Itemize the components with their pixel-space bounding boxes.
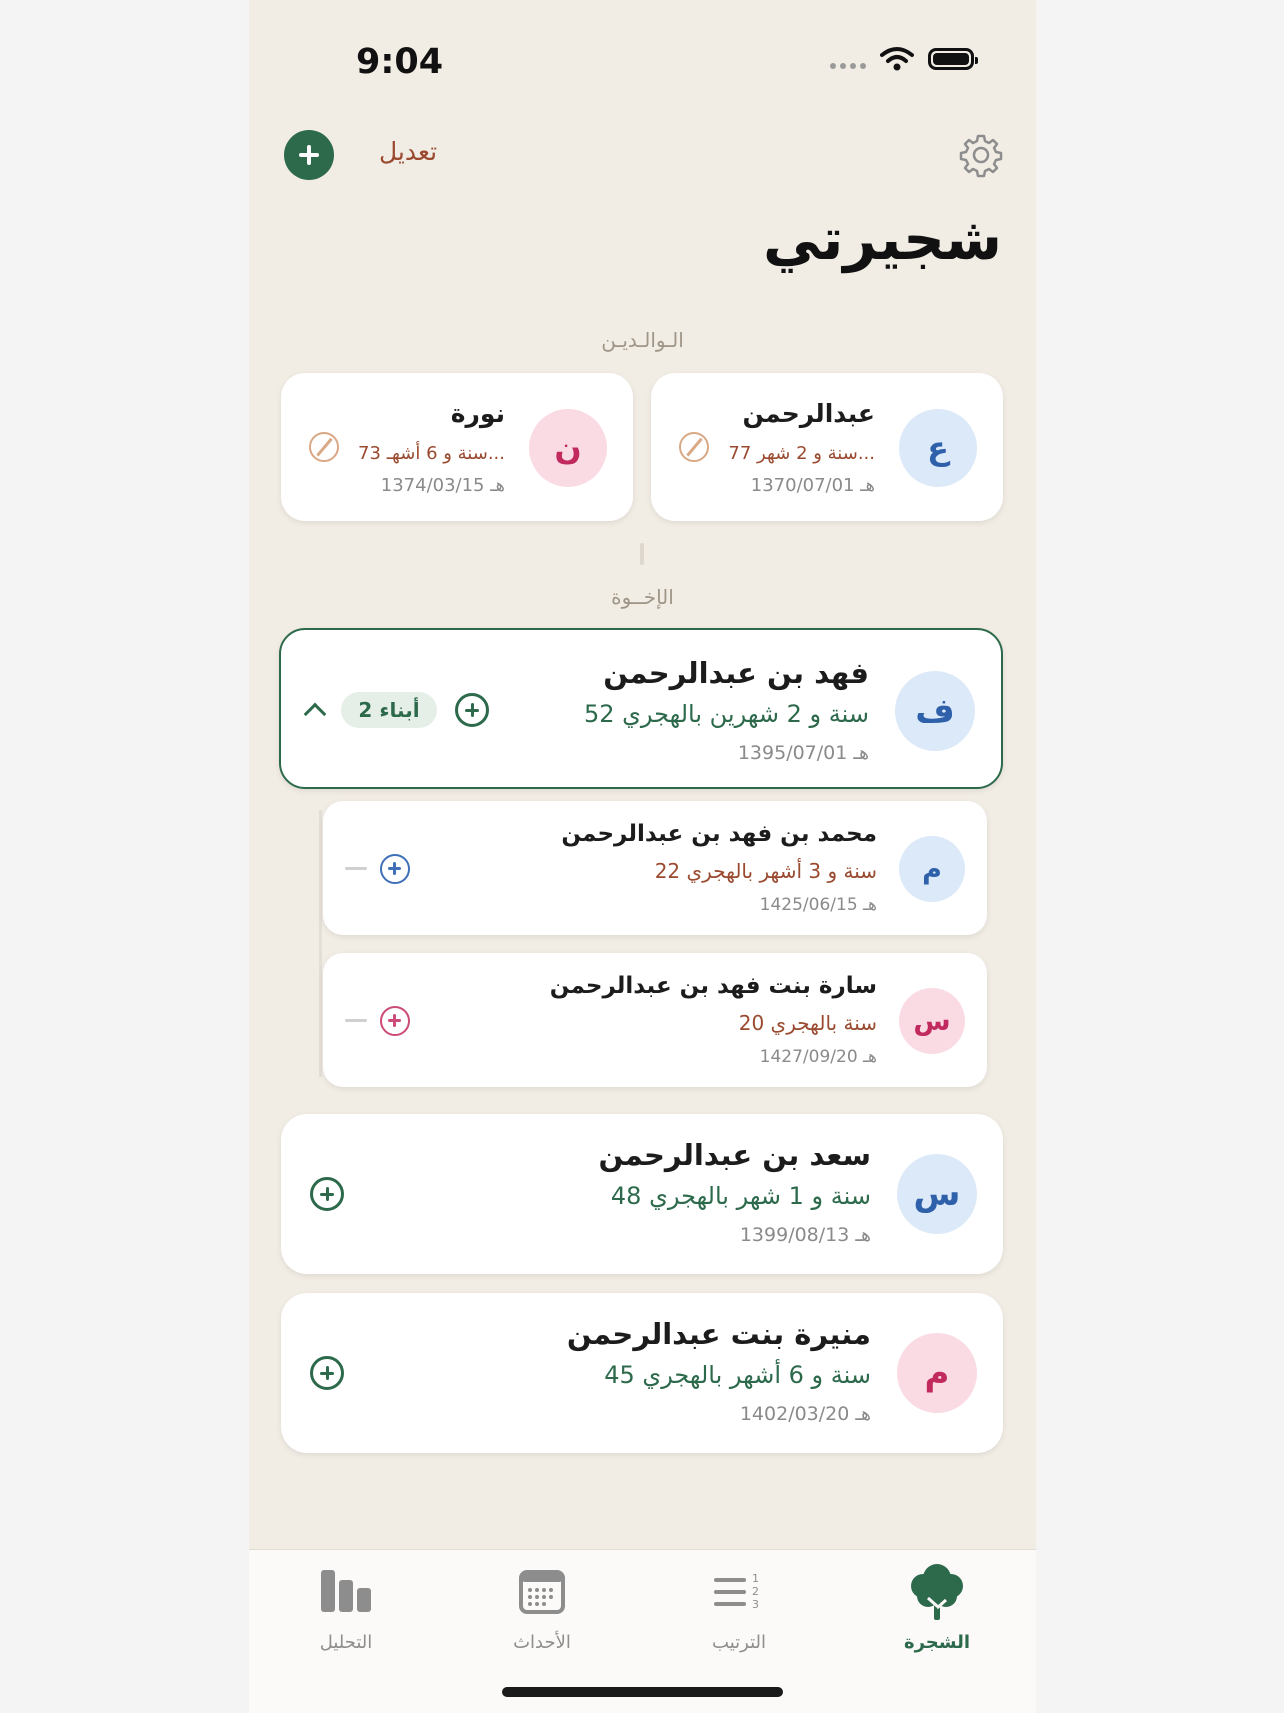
bar-chart-icon [315,1562,377,1622]
connector-line [640,543,644,565]
app-screen [249,0,1036,1713]
child-card-mohammed[interactable] [323,801,987,935]
settings-gear-icon[interactable] [958,132,1004,178]
svg-text:2: 2 [752,1585,759,1598]
child-card-sara[interactable] [323,953,987,1087]
wifi-icon [880,46,914,72]
avatar: س [897,1154,977,1234]
tab-label: الأحداث [513,1632,571,1653]
children-connector-line [319,810,322,1077]
add-child-button[interactable] [380,854,410,884]
parent-card-father[interactable] [651,373,1003,521]
person-birthdate: 1370/07/01 هـ [750,475,875,496]
tree-icon [906,1562,968,1622]
avatar: ن [529,409,607,487]
children-count-badge: 2 أبناء [341,692,437,728]
person-age: 73 سنة و 6 أشهـ... [358,443,505,464]
person-age: 52 سنة و 2 شهرين بالهجري [583,700,869,728]
sibling-card-saad[interactable] [281,1114,1003,1274]
person-birthdate: 1395/07/01 هـ [737,742,869,764]
parent-card-mother[interactable] [281,373,633,521]
person-birthdate: 1425/06/15 هـ [759,895,877,915]
ranking-list-icon [708,1562,770,1622]
person-age: 45 سنة و 6 أشهر بالهجري [604,1361,871,1389]
add-child-button[interactable] [310,1177,344,1211]
tab-ranking[interactable] [679,1562,799,1653]
person-age: 22 سنة و 3 أشهر بالهجري [654,859,877,883]
person-age: 48 سنة و 1 شهر بالهجري [610,1182,871,1210]
person-name: محمد بن فهد بن عبدالرحمن [561,821,877,847]
status-time: 9:04 [356,42,444,82]
minus-icon [345,867,367,870]
page-title: شجيرتي [762,205,1002,273]
avatar: م [899,836,965,902]
sibling-card-munira[interactable] [281,1293,1003,1453]
tab-label: الترتيب [712,1632,766,1653]
person-age: 77 سنة و 2 شهر... [728,443,875,464]
tab-tree[interactable] [877,1562,997,1653]
sibling-card-fahd[interactable] [279,628,1003,789]
status-icons [830,46,974,72]
avatar: ع [899,409,977,487]
person-name: سعد بن عبدالرحمن [598,1138,871,1172]
tab-label: التحليل [319,1632,373,1653]
person-birthdate: 1374/03/15 هـ [380,475,505,496]
minus-icon [345,1019,367,1022]
battery-icon [928,48,974,70]
siblings-section-label: الإخــوة [611,585,674,609]
person-name: نورة [450,399,505,428]
parents-section-label: الـوالـديـن [601,328,684,352]
home-indicator [502,1687,783,1697]
avatar: ف [895,671,975,751]
deceased-icon [309,432,339,462]
add-child-button[interactable] [380,1006,410,1036]
person-birthdate: 1402/03/20 هـ [739,1403,871,1425]
person-birthdate: 1399/08/13 هـ [739,1224,871,1246]
tab-label: الشجرة [903,1632,971,1653]
person-birthdate: 1427/09/20 هـ [759,1047,877,1067]
calendar-icon [511,1562,573,1622]
tab-analysis[interactable] [286,1562,406,1653]
cellular-signal-icon [830,63,866,69]
svg-text:1: 1 [752,1572,759,1585]
person-age: 20 سنة بالهجري [738,1011,877,1035]
avatar: س [899,988,965,1054]
add-child-button[interactable] [455,693,489,727]
person-name: فهد بن عبدالرحمن [603,656,869,690]
person-name: عبدالرحمن [742,399,875,428]
add-person-button[interactable] [284,130,334,180]
edit-button[interactable]: تعديل [379,137,438,166]
person-name: سارة بنت فهد بن عبدالرحمن [549,973,877,999]
avatar: م [897,1333,977,1413]
tab-events[interactable] [482,1562,602,1653]
add-child-button[interactable] [310,1356,344,1390]
chevron-up-icon[interactable] [304,703,327,726]
deceased-icon [679,432,709,462]
person-name: منيرة بنت عبدالرحمن [566,1317,871,1351]
svg-text:3: 3 [752,1598,759,1611]
